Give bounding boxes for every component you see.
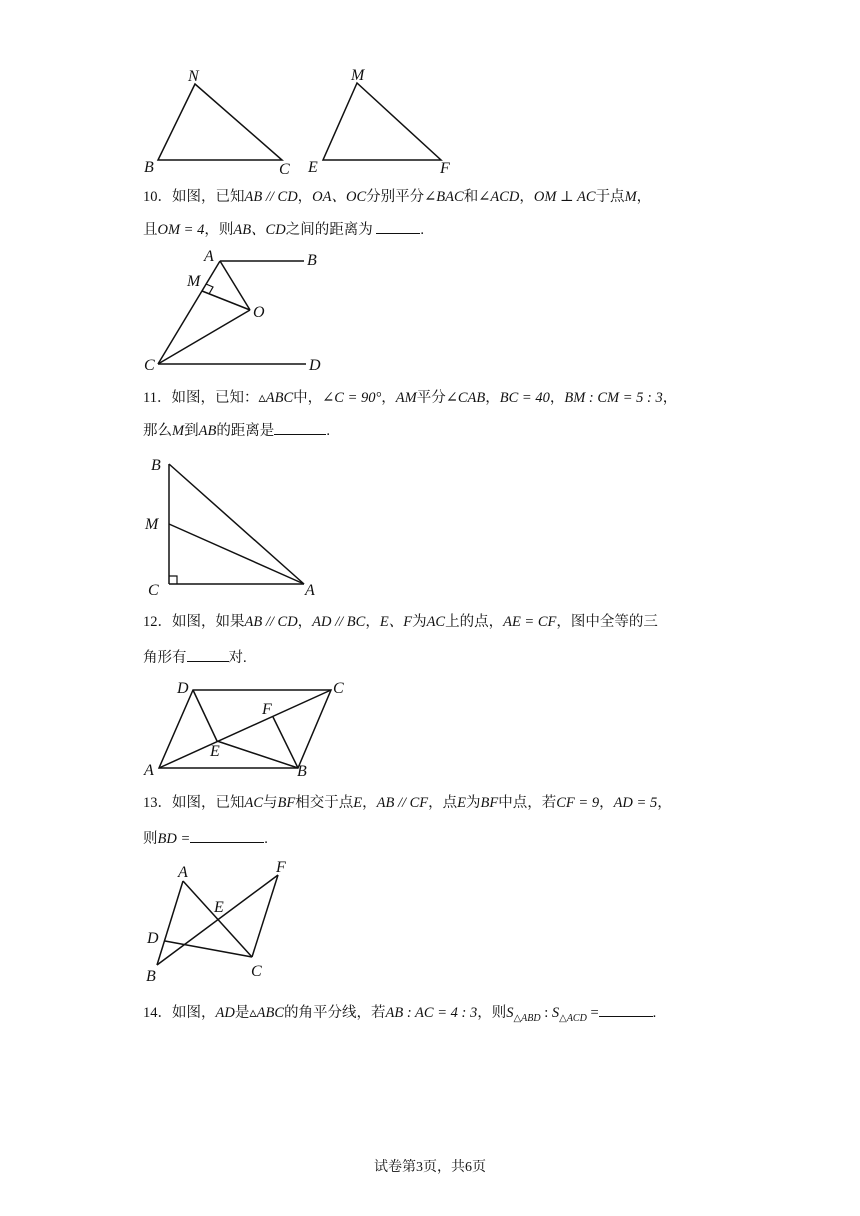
q11-text: ， (662, 390, 678, 406)
q11-math: ∠C = 90° (322, 390, 382, 406)
label-f: F (262, 701, 272, 718)
q13-text: ，点 (428, 795, 458, 811)
label-b: B (146, 968, 156, 985)
q13-text: 相交于点 (295, 795, 354, 811)
q12-text: 上的点， (445, 614, 504, 630)
q11-text: ， (381, 390, 396, 406)
segment-bf (157, 875, 278, 965)
q11-text: 中， (293, 390, 323, 406)
label-a: A (305, 582, 315, 599)
q14-text: 是 (234, 1005, 250, 1021)
q10-text: ，则 (204, 222, 234, 238)
question-14-line1 (143, 1002, 656, 1029)
segment-de (193, 690, 217, 741)
q10-text: ， (297, 189, 313, 205)
q13-math: AB // CF (376, 795, 429, 811)
label-d: D (309, 357, 321, 374)
q12-math: AB // CD (244, 614, 298, 630)
segment-ma (169, 524, 304, 584)
page-footer: 试卷第3页，共6页 (374, 1160, 486, 1175)
q10-text: ， (519, 189, 534, 205)
q13-math: AC (244, 795, 264, 811)
q10-text: ， (636, 189, 652, 205)
q11-text: 11．如图，已知： (143, 390, 259, 406)
segment-fc (252, 875, 278, 957)
q10-text: 且 (143, 222, 158, 238)
question-10-line1 (143, 187, 651, 207)
q11-math: AM (395, 390, 417, 406)
q11-math: ▵ABC (258, 390, 294, 406)
answer-blank[interactable] (376, 219, 420, 234)
q13-math: CF = 9 (556, 795, 600, 811)
q11-text: ， (485, 390, 500, 406)
question-13-line1 (143, 793, 672, 813)
question-12-line2 (143, 647, 247, 668)
segment-ab (157, 881, 183, 965)
figure-q11 (140, 450, 330, 600)
q13-text: ， (362, 795, 377, 811)
q13-text: . (264, 831, 268, 847)
q14-text: 的角平分线，若 (284, 1005, 386, 1021)
label-f: F (276, 859, 286, 876)
label-m: M (187, 273, 201, 290)
segment-co (158, 310, 250, 364)
answer-blank[interactable] (187, 647, 229, 662)
q13-text: 与 (263, 795, 278, 811)
q10-math: AB、CD (233, 222, 286, 238)
q14-subscript: △ACD (559, 1012, 587, 1024)
triangle-nbc (158, 84, 282, 160)
q13-math: BF (277, 795, 296, 811)
segment-ac (159, 690, 331, 768)
figure-q13 (140, 855, 310, 987)
q14-subscript: △ABD (513, 1012, 541, 1024)
q12-math: AC (426, 614, 446, 630)
q13-text: 则 (143, 831, 158, 847)
label-a: A (178, 864, 188, 881)
q11-math: BC = 40 (499, 390, 550, 406)
question-13-line2 (143, 828, 268, 849)
q10-text: . (420, 222, 424, 238)
label-m: M (145, 516, 159, 533)
q10-math: ∠ACD (478, 189, 520, 205)
q14-math: AB : AC = 4 : 3 (385, 1005, 478, 1021)
q11-text: 那么 (143, 423, 172, 439)
q14-math: S (506, 1005, 514, 1021)
q11-text: . (326, 423, 330, 439)
q11-text: ， (549, 390, 565, 406)
q13-text: 为 (466, 795, 481, 811)
label-m: M (351, 67, 365, 84)
q11-math: BM : CM = 5 : 3 (564, 390, 663, 406)
label-d: D (177, 680, 189, 697)
label-b: B (297, 763, 307, 780)
q13-math: BF (480, 795, 499, 811)
segment-ao (220, 261, 250, 310)
q10-text: 10．如图，已知 (143, 189, 245, 205)
q11-math: AB (198, 423, 217, 439)
q14-text: ，则 (477, 1005, 507, 1021)
label-f: F (440, 160, 450, 177)
q12-math: AE = CF (503, 614, 557, 630)
q10-math: AB // CD (244, 189, 298, 205)
q13-text: 中点，若 (498, 795, 557, 811)
q14-math: ▵ABC (249, 1005, 285, 1021)
q13-math: E (457, 795, 467, 811)
label-e: E (210, 743, 220, 760)
q14-text: 14．如图， (143, 1005, 216, 1021)
question-12-line1 (143, 612, 658, 632)
label-e: E (308, 159, 318, 176)
q13-math: AD = 5 (613, 795, 658, 811)
q14-text: : (540, 1005, 552, 1021)
q12-text: 角形有 (143, 650, 187, 666)
q13-text: ， (657, 795, 672, 811)
q11-math: M (172, 423, 185, 439)
label-b: B (151, 457, 161, 474)
q10-math: ∠BAC (424, 189, 464, 205)
label-a: A (204, 248, 214, 265)
q12-math: AD // BC (312, 614, 366, 630)
q12-math: E、F (379, 614, 413, 630)
question-11-line2 (143, 420, 330, 441)
answer-blank[interactable] (274, 420, 326, 435)
question-10-line2 (143, 219, 424, 240)
q13-math: BD = (157, 831, 191, 847)
q12-text: ， (365, 614, 380, 630)
label-c: C (279, 161, 290, 178)
q14-text: . (652, 1005, 657, 1021)
figure-triangle-mef (305, 66, 465, 180)
q12-text: ，图中全等的三 (556, 614, 658, 630)
q13-text: ， (599, 795, 614, 811)
label-b: B (144, 159, 154, 176)
question-11-line1 (143, 388, 677, 408)
label-c: C (148, 582, 159, 599)
segment-ba (169, 464, 304, 584)
label-c: C (144, 357, 155, 374)
q10-math: OA、OC (312, 189, 367, 205)
answer-blank[interactable] (190, 828, 264, 843)
label-d: D (147, 930, 159, 947)
q13-text: 13．如图，已知 (143, 795, 245, 811)
label-n: N (188, 68, 199, 85)
triangle-mef (323, 83, 441, 160)
figure-q12 (140, 676, 360, 782)
label-a: A (144, 762, 154, 779)
q12-text: ， (297, 614, 313, 630)
figure-triangle-nbc (140, 66, 300, 180)
q14-text: = (586, 1005, 599, 1021)
label-c: C (251, 963, 262, 980)
q10-text: 和 (463, 189, 479, 205)
right-angle-mark (169, 576, 177, 584)
label-b: B (307, 252, 317, 269)
q11-text: 的距离是 (216, 423, 275, 439)
q10-text: 于点 (595, 189, 625, 205)
q12-text: 为 (412, 614, 427, 630)
q12-text: 对. (228, 650, 247, 666)
q10-math: OM = 4 (157, 222, 205, 238)
q11-math: ∠CAB (445, 390, 486, 406)
q14-math: AD (215, 1005, 235, 1021)
label-o: O (253, 304, 265, 321)
q11-text: 到 (184, 423, 199, 439)
q10-text: 分别平分 (366, 189, 425, 205)
q14-math: S (551, 1005, 560, 1021)
q13-math: E (353, 795, 363, 811)
q11-text: 平分 (416, 390, 446, 406)
segment-eb (217, 741, 298, 768)
q10-text: 之间的距离为 (285, 222, 373, 238)
answer-blank[interactable] (599, 1002, 653, 1017)
label-c: C (333, 680, 344, 697)
label-e: E (214, 899, 224, 916)
q10-math: OM ⊥ AC (533, 189, 596, 205)
q10-math: M (624, 189, 637, 205)
q12-text: 12．如图，如果 (143, 614, 245, 630)
figure-q10 (140, 248, 340, 376)
